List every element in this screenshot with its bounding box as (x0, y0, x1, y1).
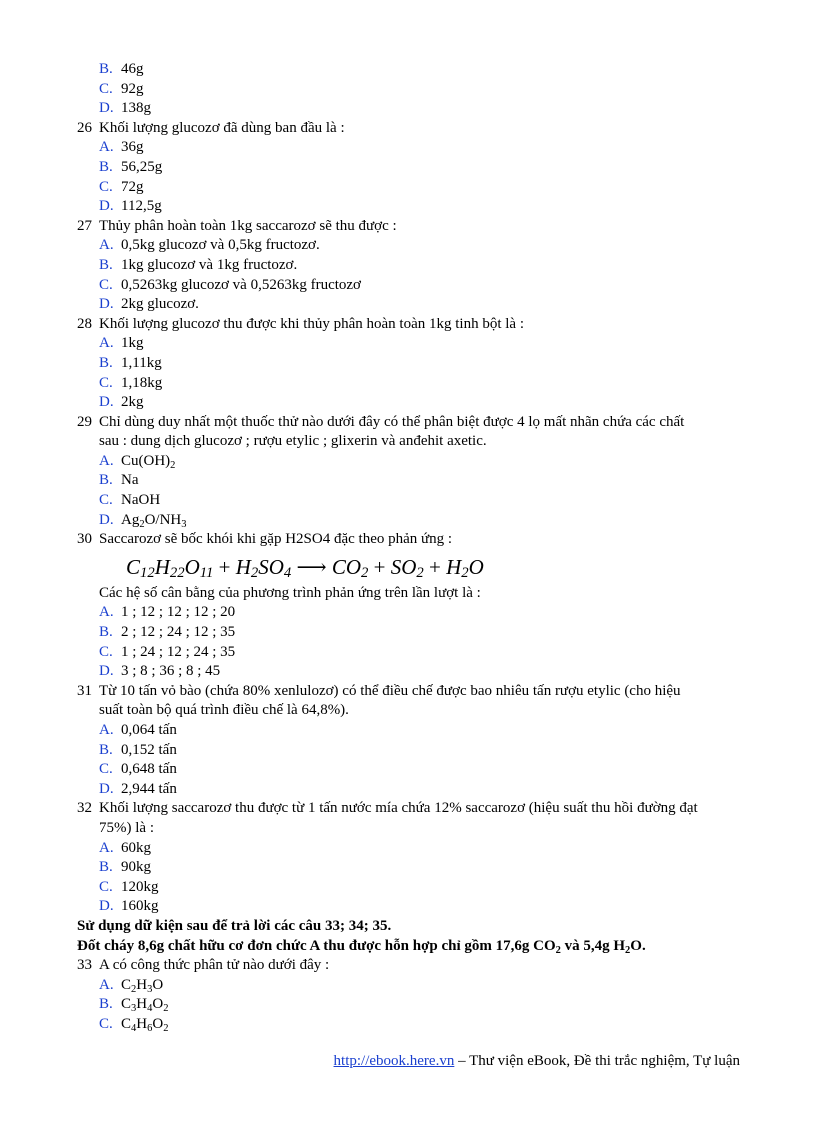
option-b[interactable]: B. 46g (99, 61, 144, 77)
option-a[interactable]: A. 36g (99, 139, 144, 156)
reaction-equation: $C_{12}H_{22}O_{11} + H_2SO_4$ ⟶ $CO_2 + SO_2 + H_2O$ (126, 554, 484, 581)
question-28: 28 Khối lượng glucozơ thu được khi thủy phân hoàn toàn 1kg tinh bột là : (77, 315, 525, 332)
option-d[interactable]: D. 112,5g (99, 198, 162, 215)
instruction-data: Đốt cháy 8,6g chất hữu cơ đơn chức A thu được hỗn hợp chỉ gồm 17,6g $CO_2$ và 5,4g $H_2O$. (77, 937, 646, 956)
option-d[interactable]: D. 3 ; 8 ; 36 ; 8 ; 45 (99, 663, 221, 680)
question-30-cont: Các hệ số cân bằng của phương trình phản ứng trên lần lượt là : (99, 584, 481, 601)
option-d[interactable]: D. $Ag_2O/NH_3$ (99, 511, 187, 530)
option-b[interactable]: B. $C_3H_4O_2$ (99, 996, 169, 1015)
question-31-cont: suất toàn bộ quá trình điều chế là 64,8%). (99, 702, 349, 719)
option-c[interactable]: C. 0,648 tấn (99, 761, 177, 778)
option-b[interactable]: B. 90kg (99, 859, 151, 876)
option-c[interactable]: C. 120kg (99, 878, 159, 895)
option-a[interactable]: A. 0,5kg glucozơ và 0,5kg fructozơ. (99, 237, 320, 254)
option-c[interactable]: C. 92g (99, 80, 144, 97)
page-footer (334, 1053, 740, 1070)
option-d[interactable]: D. 160kg (99, 898, 159, 915)
option-d[interactable]: D. 2kg (99, 394, 144, 411)
option-c[interactable]: C. NaOH (99, 492, 161, 509)
option-a[interactable]: A. 60kg (99, 839, 151, 856)
option-d[interactable]: D. 138g (99, 100, 151, 117)
instruction-heading: Sử dụng dữ kiện sau để trả lời các câu 33; 34; 35. (77, 917, 392, 934)
option-a[interactable]: A. 0,064 tấn (99, 722, 177, 738)
question-27: 27 Thủy phân hoàn toàn 1kg saccarozơ sẽ thu được : (77, 217, 397, 234)
arrow-icon: ⟶ (296, 554, 327, 579)
option-b[interactable]: B. 0,152 tấn (99, 741, 177, 758)
option-a[interactable]: A. 1 ; 12 ; 12 ; 12 ; 20 (99, 604, 236, 621)
option-c[interactable]: C. 72g (99, 178, 144, 195)
option-c[interactable]: C. 0,5263kg glucozơ và 0,5263kg fructozơ (99, 276, 361, 293)
option-c[interactable]: C. 1 ; 24 ; 12 ; 24 ; 35 (99, 643, 236, 660)
question-29: 29 Chỉ dùng duy nhất một thuốc thử nào dưới đây có thể phân biệt được 4 lọ mất nhãn chứa các chất (77, 413, 685, 430)
option-b[interactable]: B. 1,11kg (99, 354, 162, 371)
option-a[interactable]: A. $C_2H_3O$ (99, 976, 164, 995)
option-b[interactable]: B. 1kg glucozơ và 1kg fructozơ. (99, 256, 298, 273)
question-32: 32 Khối lượng saccarozơ thu được từ 1 tấn nước mía chứa 12% saccarozơ (hiệu suất thu hồi đường đạt (77, 800, 698, 817)
option-b[interactable]: B. Na (99, 472, 139, 489)
option-d[interactable]: D. 2kg glucozơ. (99, 296, 199, 313)
question-33: 33 A có công thức phân tử nào dưới đây : (77, 957, 330, 974)
question-29-cont: sau : dung dịch glucozơ ; rượu etylic ; glixerin và anđehit axetic. (99, 433, 487, 450)
question-26: 26 Khối lượng glucozơ đã dùng ban đầu là : (77, 119, 345, 136)
option-c[interactable]: C. 1,18kg (99, 374, 163, 391)
question-30: 30 Saccarozơ sẽ bốc khói khi gặp H2SO4 đặc theo phản ứng : (77, 531, 453, 548)
option-a[interactable]: A. $Cu(OH)_2$ (99, 452, 176, 471)
option-b[interactable]: B. 56,25g (99, 158, 163, 175)
question-32-cont: 75%) là : (99, 819, 154, 836)
option-b[interactable]: B. 2 ; 12 ; 24 ; 12 ; 35 (99, 624, 236, 641)
document-page (0, 60, 816, 1035)
option-a[interactable]: A. 1kg (99, 335, 144, 352)
option-d[interactable]: D. 2,944 tấn (99, 780, 177, 797)
question-31: 31 Từ 10 tấn vỏ bào (chứa 80% xenlulozơ) có thể điều chế được bao nhiêu tấn rượu etylic (cho hiệu (77, 682, 681, 699)
option-c[interactable]: C. $C_4H_6O_2$ (99, 1015, 169, 1034)
ebook-link[interactable]: http://ebook.here.vn (333, 1053, 455, 1069)
footer-text: – Thư viện eBook, Đề thi trắc nghiệm, Tự luận (454, 1053, 740, 1069)
